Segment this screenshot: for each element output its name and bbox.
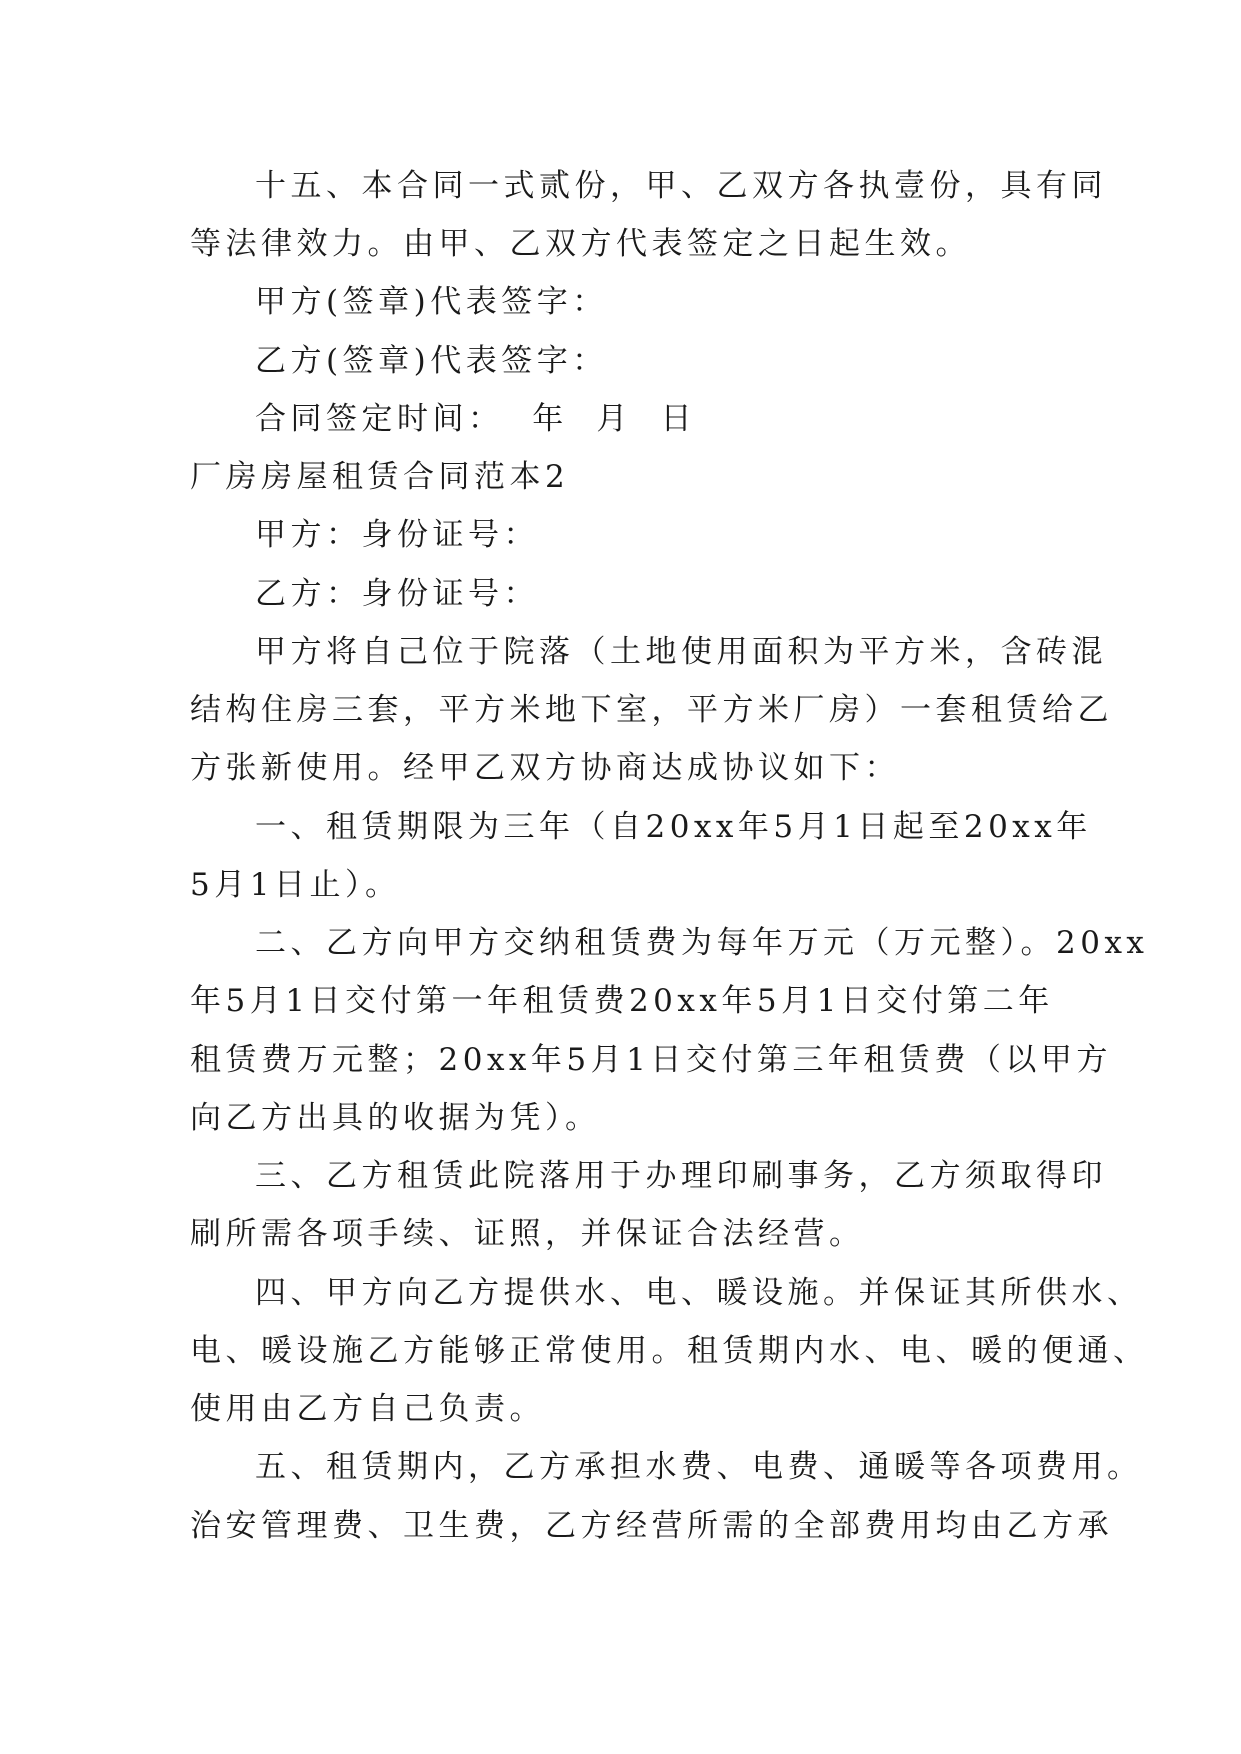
paragraph-line: 乙方(签章)代表签字： (255, 343, 608, 379)
paragraph-line: 甲方(签章)代表签字： (255, 284, 608, 320)
paragraph-line: 向乙方出具的收据为凭）。 (190, 1100, 601, 1136)
paragraph-line: 合同签定时间： 年 月 日 (255, 401, 697, 437)
paragraph-line: 甲方将自己位于院落（土地使用面积为平方米，含砖混 (255, 634, 1107, 670)
paragraph-line: 乙方：身份证号： (255, 576, 539, 612)
paragraph-line: 三、乙方租赁此院落用于办理印刷事务，乙方须取得印 (255, 1158, 1107, 1194)
section-title: 厂房房屋租赁合同范本2 (190, 459, 570, 495)
paragraph-line: 等法律效力。由甲、乙双方代表签定之日起生效。 (190, 226, 971, 262)
paragraph-line: 十五、本合同一式贰份，甲、乙双方各执壹份，具有同 (255, 168, 1107, 204)
paragraph-line: 治安管理费、卫生费，乙方经营所需的全部费用均由乙方承 (190, 1508, 1113, 1544)
paragraph-line: 年5月1日交付第一年租赁费20xx年5月1日交付第二年 (190, 983, 1054, 1019)
paragraph-line: 方张新使用。经甲乙双方协商达成协议如下： (190, 750, 900, 786)
paragraph-line: 使用由乙方自己负责。 (190, 1391, 545, 1427)
paragraph-line: 二、乙方向甲方交纳租赁费为每年万元（万元整）。20xx (255, 925, 1149, 961)
paragraph-line: 刷所需各项手续、证照，并保证合法经营。 (190, 1216, 865, 1252)
paragraph-line: 甲方：身份证号： (255, 517, 539, 553)
paragraph-line: 四、甲方向乙方提供水、电、暖设施。并保证其所供水、 (255, 1275, 1143, 1311)
paragraph-line: 五、租赁期内，乙方承担水费、电费、通暖等各项费用。 (255, 1449, 1143, 1485)
paragraph-line: 结构住房三套，平方米地下室，平方米厂房）一套租赁给乙 (190, 692, 1113, 728)
paragraph-line: 5月1日止）。 (190, 867, 401, 903)
paragraph-line: 一、租赁期限为三年（自20xx年5月1日起至20xx年 (255, 809, 1092, 845)
paragraph-line: 电、暖设施乙方能够正常使用。租赁期内水、电、暖的便通、 (190, 1333, 1149, 1369)
paragraph-line: 租赁费万元整；20xx年5月1日交付第三年租赁费（以甲方 (190, 1042, 1112, 1078)
